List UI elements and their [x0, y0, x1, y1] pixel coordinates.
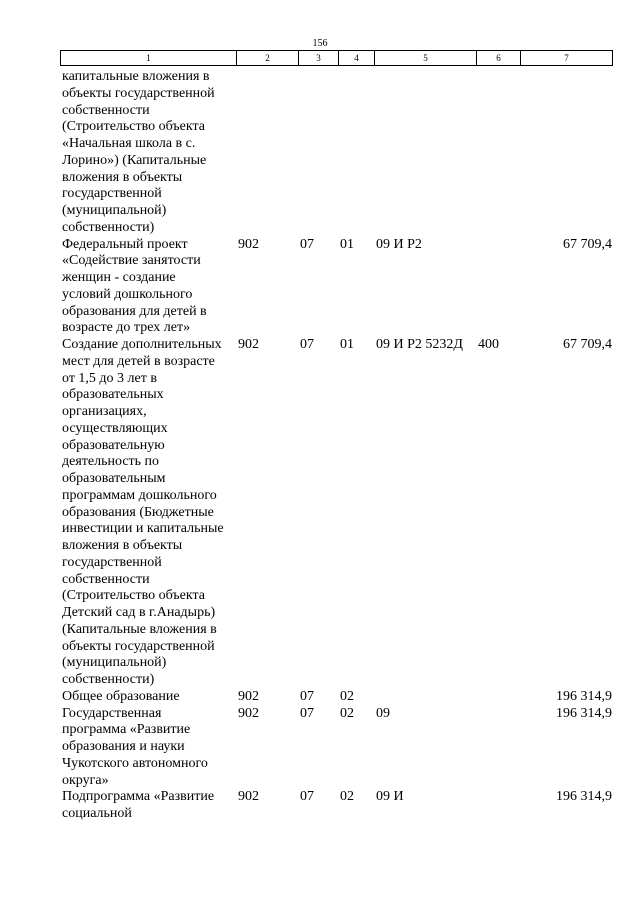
row-amount: 67 709,4: [563, 236, 612, 252]
table-row: [62, 69, 614, 237]
budget-table-body: [62, 69, 614, 823]
table-row: [62, 689, 614, 706]
row-section: 07: [300, 337, 314, 352]
row-grbs: 902: [238, 688, 259, 704]
row-grbs: 902: [238, 236, 259, 252]
column-header-5: 5: [375, 51, 477, 66]
row-section: 07: [300, 705, 314, 721]
table-row: [62, 706, 614, 790]
row-target-article: 09 И: [376, 789, 404, 805]
column-header-3: 3: [299, 51, 339, 66]
table-row: [62, 789, 614, 823]
row-section: 07: [300, 236, 314, 252]
row-target-article: 09: [376, 705, 390, 721]
column-header-4: 4: [339, 51, 375, 66]
row-name: Федеральный проект «Содействие занятости женщин - создание условий дошкольного образования для детей в возрасте до трех лет»: [62, 236, 207, 336]
row-grbs: 902: [238, 705, 259, 721]
row-expense-type: 400: [478, 337, 499, 352]
column-header-6: 6: [477, 51, 521, 66]
table-row: [62, 337, 614, 689]
row-subsection: 02: [340, 789, 354, 805]
row-subsection: 01: [340, 337, 354, 352]
table-row: [62, 237, 614, 338]
column-header-7: 7: [521, 51, 613, 66]
row-subsection: 02: [340, 705, 354, 721]
page-number: 156: [312, 38, 328, 49]
row-name: Создание дополнительных мест для детей в возрасте от 1,5 до 3 лет в образовательных организациях, осуществляющих образовательную деятельность по образовательным программам дошкольного образования (Бюджетные инвестиции и капитальные вложения в объекты государственной собственности (Строительство объекта Детский сад в г.Анадырь) (Капитальные вложения в объекты государственной (муниципальной) собственности): [62, 337, 224, 687]
row-target-article: 09 И Р2: [376, 236, 422, 252]
row-amount: 196 314,9: [556, 688, 612, 704]
row-name: Государственная программа «Развитие образования и науки Чукотского автономного округа»: [62, 705, 208, 788]
column-header-table: [60, 50, 613, 66]
row-subsection: 02: [340, 688, 354, 704]
row-name: Общее образование: [62, 688, 180, 704]
column-header-1: 1: [61, 51, 237, 66]
column-header-row: [61, 51, 613, 66]
row-subsection: 01: [340, 236, 354, 252]
row-grbs: 902: [238, 337, 259, 352]
row-target-article: 09 И Р2 5232Д: [376, 337, 463, 352]
row-amount: 196 314,9: [556, 705, 612, 721]
row-amount: 196 314,9: [556, 789, 612, 805]
row-amount: 67 709,4: [563, 337, 612, 352]
row-name: капитальные вложения в объекты государственной собственности (Строительство объекта «Начальная школа в с. Лорино») (Капитальные вложения в объекты государственной (муниципальной) собственности): [62, 69, 215, 235]
row-name: Подпрограмма «Развитие социальной: [62, 789, 215, 821]
column-header-2: 2: [237, 51, 299, 66]
row-section: 07: [300, 688, 314, 704]
row-section: 07: [300, 789, 314, 805]
row-grbs: 902: [238, 789, 259, 805]
